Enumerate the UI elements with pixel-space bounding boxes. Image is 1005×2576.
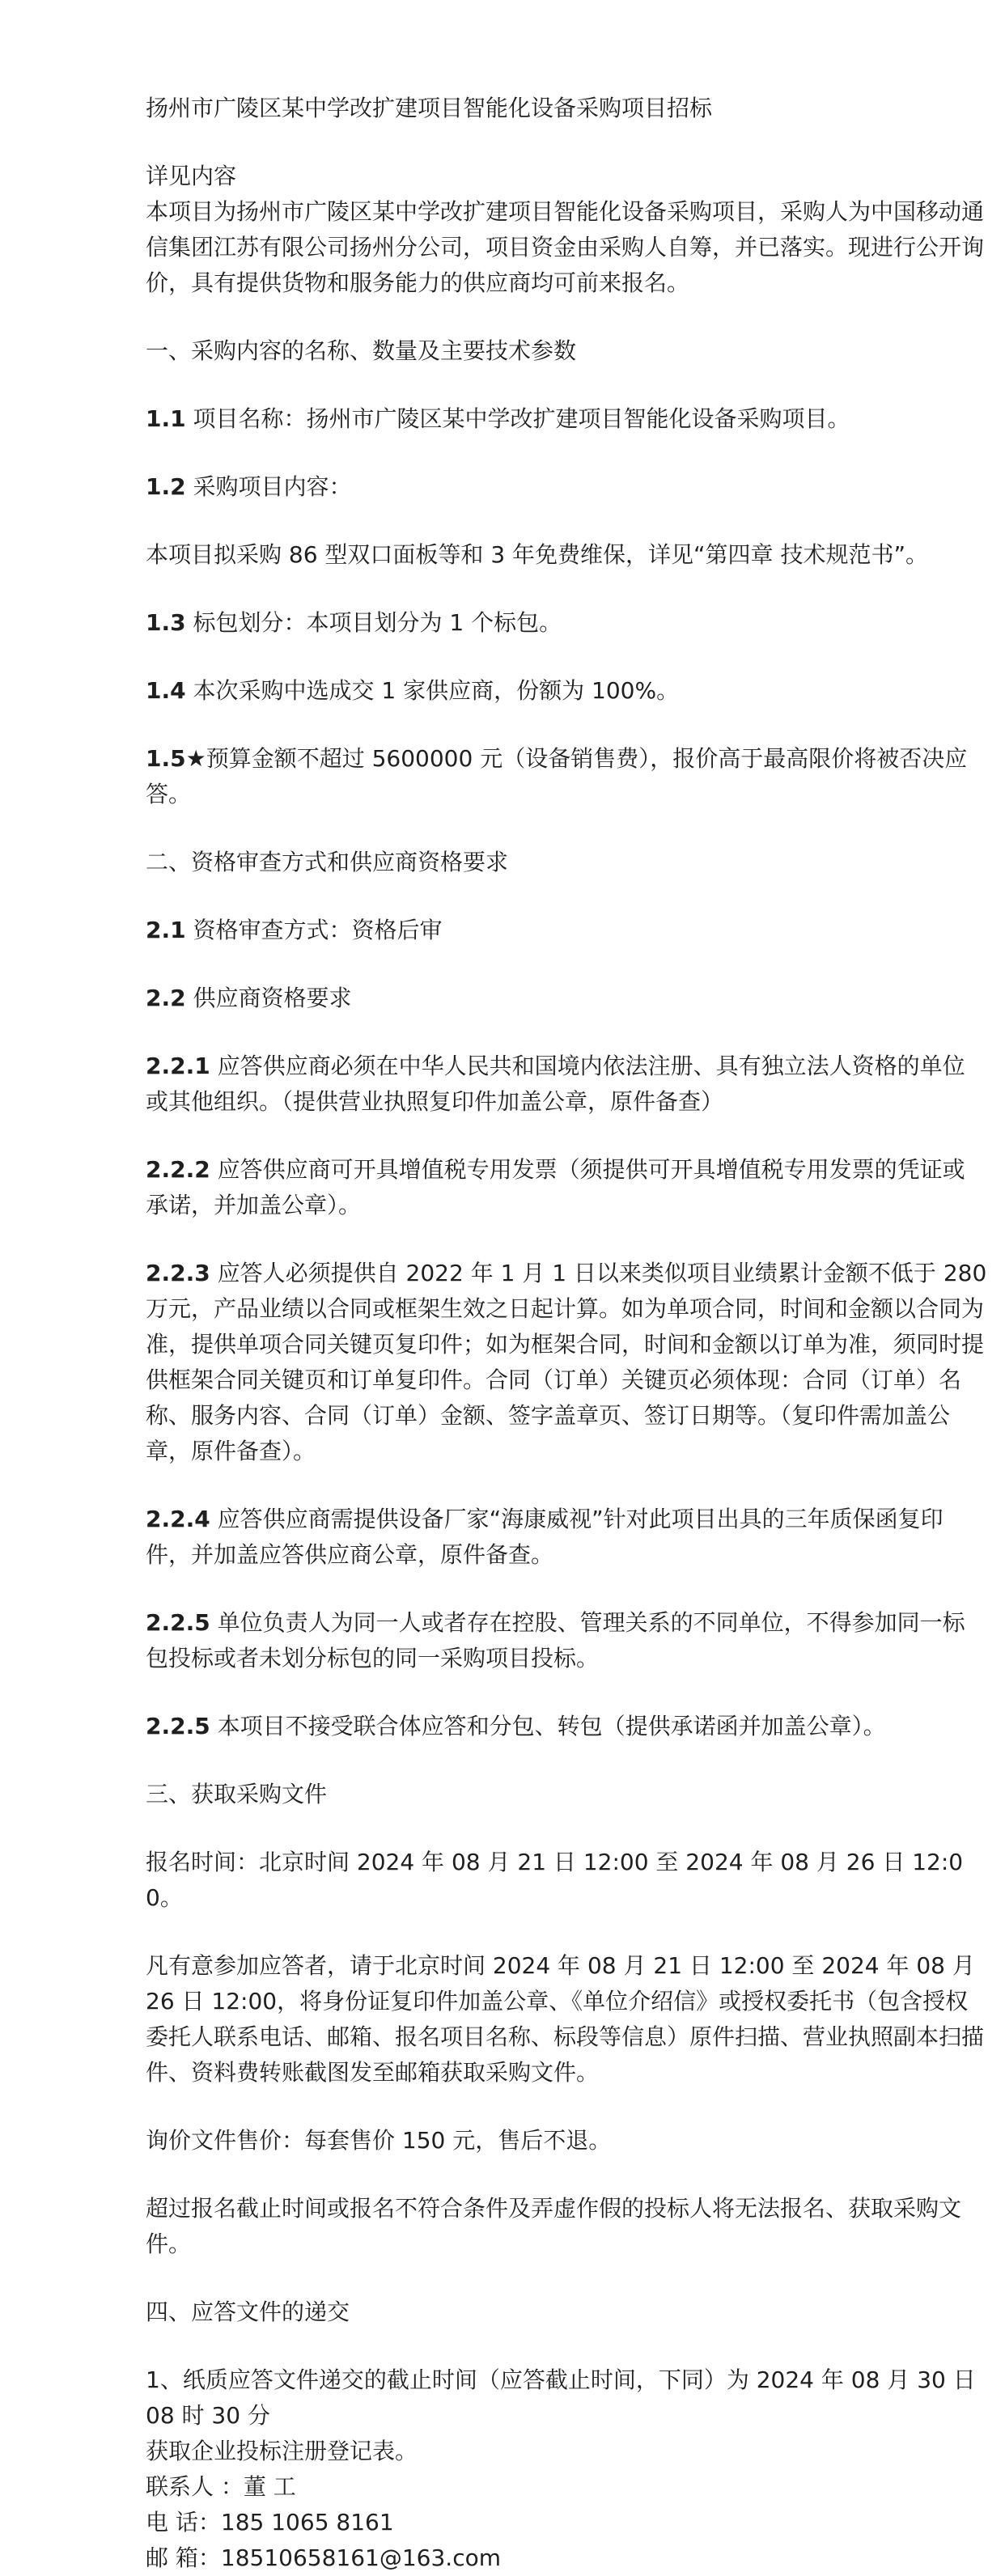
item-text: 本项目拟采购 86 型双口面板等和 3 年免费维保，详见“第四章 技术规范书”。 [146, 541, 928, 568]
contact-person: 联系人 ：董 工 [146, 2473, 296, 2500]
item-text: 采购项目内容： [185, 473, 352, 500]
document-price: 询价文件售价：每套售价 150 元，售后不退。 [146, 2127, 612, 2154]
item-text: 本次采购中选成交 1 家供应商，份额为 100%。 [185, 677, 680, 704]
item-number: 1.1 [146, 405, 186, 432]
contact-phone: 电 话：185 1065 8161 [146, 2509, 394, 2536]
item-text: 本项目不接受联合体应答和分包、转包（提供承诺函并加盖公章）。 [210, 1713, 886, 1739]
registration-warning: 超过报名截止时间或报名不符合条件及弄虚作假的投标人将无法报名、获取采购文件。 [146, 2195, 962, 2257]
item-2-2-2 [146, 1152, 987, 1223]
item-number: 2.2.3 [146, 1260, 210, 1286]
item-text: 应答供应商必须在中华人民共和国境内依法注册、具有独立法人资格的单位或其他组织。（提供营业执照复印件加盖公章，原件备查） [146, 1053, 965, 1115]
section1-heading: 一、采购内容的名称、数量及主要技术参数 [146, 337, 577, 364]
item-1-2 [146, 469, 987, 505]
submission-deadline: 1、纸质应答文件递交的截止时间（应答截止时间，下同）为 2024 年 08 月 30 日 08 时 30 分 [146, 2366, 976, 2429]
item-number: 1.4 [146, 677, 186, 704]
item-text: 应答人必须提供自 2022 年 1 月 1 日以来类似项目业绩累计金额不低于 280 万元，产品业绩以合同或框架生效之日起计算。如为单项合同，时间和金额以合同为准，提供单项合同关键页复印件；如为框架合同，时间和金额以订单为准，须同时提供框架合同关键页和订单复印件。合同（订单）关键页必须体现：合同（订单）名称、服务内容、合同（订单）金额、签字盖章页、签订日期等。（复印件需加盖公章，原件备查）。 [146, 1260, 987, 1464]
item-number: 2.2.4 [146, 1506, 210, 1532]
registration-time: 报名时间：北京时间 2024 年 08 月 21 日 12:00 至 2024 年 08 月 26 日 12:00。 [146, 1849, 964, 1911]
item-text: 项目名称：扬州市广陵区某中学改扩建项目智能化设备采购项目。 [185, 405, 850, 432]
item-1-4 [146, 673, 987, 709]
item-number: 2.2.5 [146, 1609, 210, 1636]
item-number: 2.2.5 [146, 1713, 210, 1739]
item-text: ★预算金额不超过 5600000 元（设备销售费），报价高于最高限价将被否决应答。 [146, 745, 968, 807]
registration-instructions: 凡有意参加应答者，请于北京时间 2024 年 08 月 21 日 12:00 至 2024 年 08 月 26 日 12:00，将身份证复印件加盖公章、《单位介绍信》或授权委托书（包含授权委托人联系电话、邮箱、报名项目名称、标段等信息）原件扫描、营业执照副本扫描件、资料费转账截图发至邮箱获取采购文件。 [146, 1952, 985, 2086]
item-text: 供应商资格要求 [185, 985, 352, 1011]
item-2-2-1 [146, 1049, 987, 1120]
item-1-1 [146, 401, 987, 437]
item-1-2-detail [146, 537, 987, 573]
document-title: 扬州市广陵区某中学改扩建项目智能化设备采购项目招标 [146, 95, 713, 121]
item-2-2-3 [146, 1256, 987, 1469]
item-text: 资格审查方式：资格后审 [185, 917, 443, 943]
item-2-2-5b [146, 1709, 987, 1744]
document-body [146, 91, 987, 2576]
item-2-2-5 [146, 1605, 987, 1676]
section4-heading: 四、应答文件的递交 [146, 2298, 350, 2325]
intro-body: 本项目为扬州市广陵区某中学改扩建项目智能化设备采购项目，采购人为中国移动通信集团江苏有限公司扬州分公司，项目资金由采购人自筹，并已落实。现进行公开询价，具有提供货物和服务能力的供应商均可前来报名。 [146, 198, 985, 296]
item-number: 1.5 [146, 745, 186, 772]
register-note: 获取企业投标注册登记表。 [146, 2438, 418, 2464]
item-text: 应答供应商可开具增值税专用发票（须提供可开具增值税专用发票的凭证或承诺，并加盖公章）。 [146, 1156, 965, 1218]
item-text: 应答供应商需提供设备厂家“海康威视”针对此项目出具的三年质保函复印件，并加盖应答供应商公章，原件备查。 [146, 1506, 944, 1568]
item-2-2 [146, 981, 987, 1016]
item-number: 1.3 [146, 609, 186, 636]
item-number: 2.2 [146, 985, 186, 1011]
section3-heading: 三、获取采购文件 [146, 1781, 328, 1807]
item-number: 2.1 [146, 917, 186, 943]
item-2-2-4 [146, 1502, 987, 1573]
section2-heading: 二、资格审查方式和供应商资格要求 [146, 849, 509, 875]
item-text: 标包划分：本项目划分为 1 个标包。 [185, 609, 562, 636]
intro-heading: 详见内容 [146, 163, 237, 189]
item-number: 1.2 [146, 473, 186, 500]
contact-email: 邮 箱：18510658161@163.com [146, 2544, 502, 2571]
item-1-3 [146, 605, 987, 641]
item-2-1 [146, 913, 987, 948]
item-1-5 [146, 741, 987, 812]
item-number: 2.2.1 [146, 1053, 210, 1079]
item-text: 单位负责人为同一人或者存在控股、管理关系的不同单位，不得参加同一标包投标或者未划分标包的同一采购项目投标。 [146, 1609, 965, 1671]
item-number: 2.2.2 [146, 1156, 210, 1183]
